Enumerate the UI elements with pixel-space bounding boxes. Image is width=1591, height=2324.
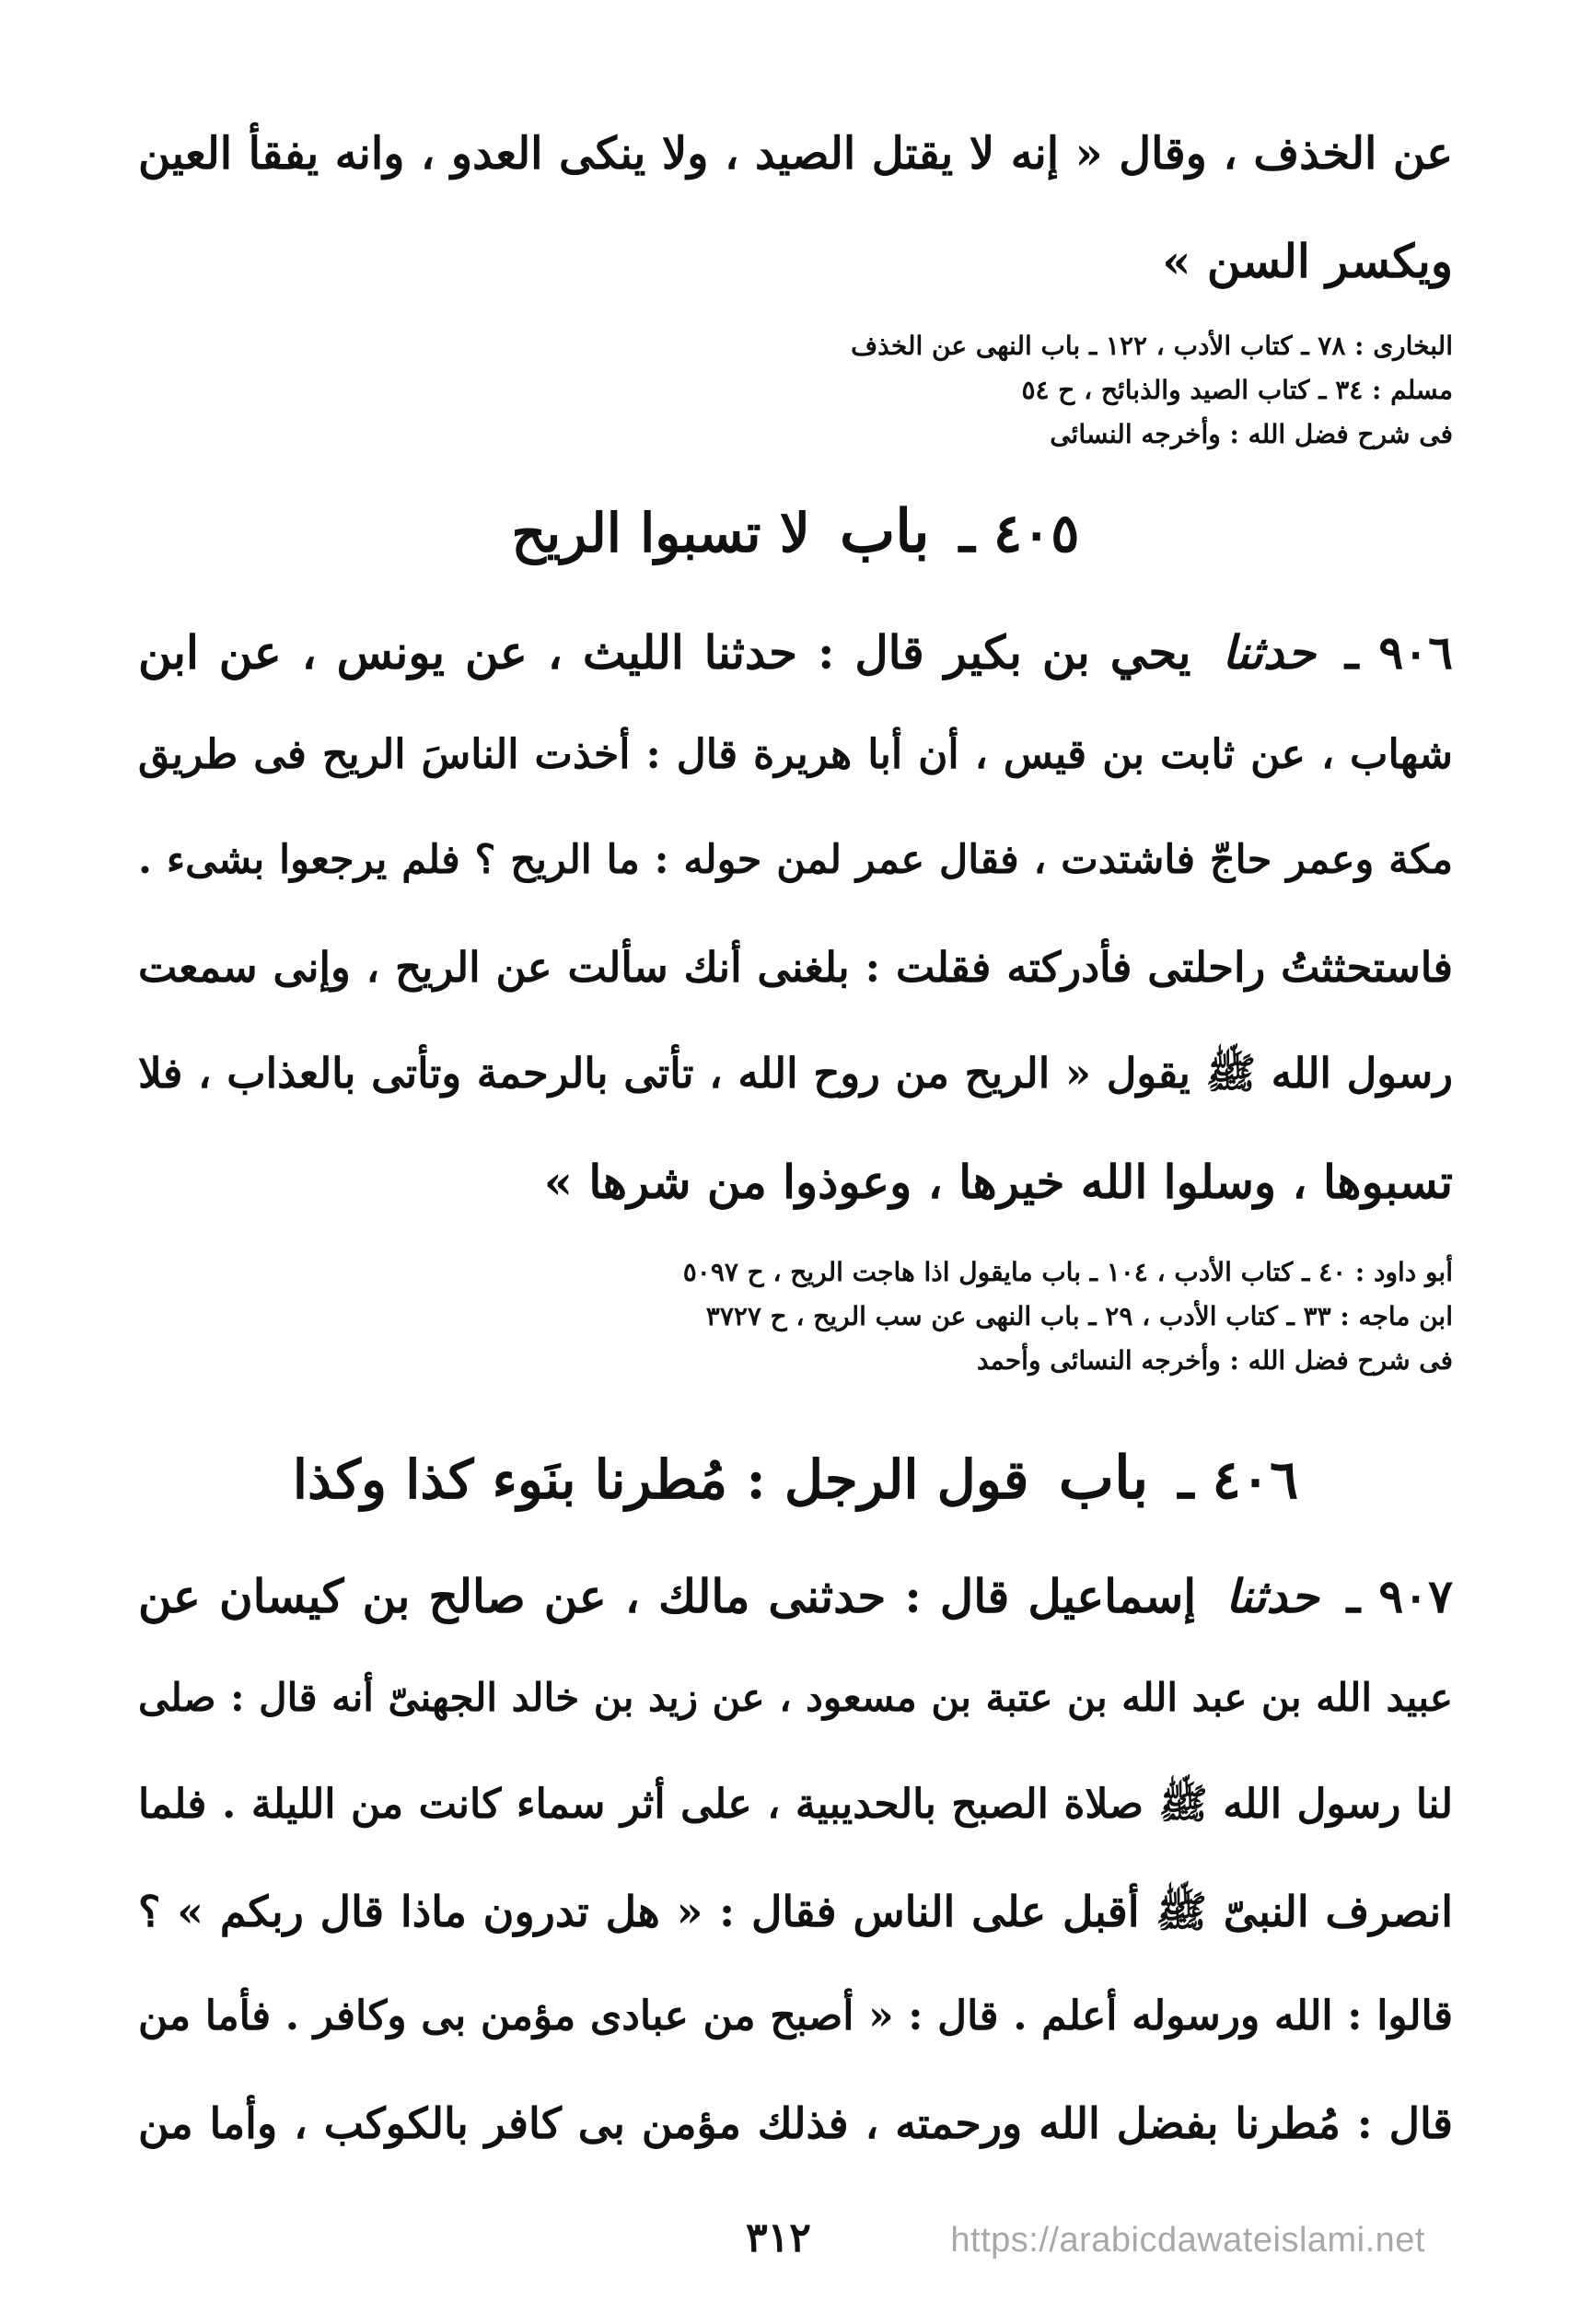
citation: البخارى : ٧٨ ـ كتاب الأدب ، ١٢٢ ـ باب النهى عن الخذف: [851, 331, 1453, 361]
hadith-907-line-5: قالوا : الله ورسوله أعلم . قال : « أصبح من عبادى مؤمن بى وكافر . فأما من: [138, 1993, 1453, 2039]
hadith-906-line-3: مكة وعمر حاجّ فاشتدت ، فقال عمر لمن حوله : ما الريح ؟ فلم يرجعوا بشىء .: [138, 837, 1453, 883]
chapter-keyword: باب: [840, 497, 930, 566]
hadith-906-line-2: شهاب ، عن ثابت بن قيس ، أن أبا هريرة قال : أخذت الناسَ الريح فى طريق: [138, 731, 1453, 778]
intro-citations: [851, 324, 1453, 457]
hadith-906-line-4: فاستحثثتُ راحلتى فأدركته فقلت : بلغنى أنك سألت عن الريح ، وإنى سمعت: [138, 943, 1453, 992]
chapter-heading-406: [0, 1444, 1591, 1513]
hadith-keyword: حدثنا: [1222, 625, 1316, 680]
hadith-907-line-6: قال : مُطرنا بفضل الله ورحمته ، فذلك مؤمن بى كافر بالكوكب ، وأما من: [138, 2098, 1453, 2148]
hadith-907-line-3: لنا رسول الله ﷺ صلاة الصبح بالحديبية ، على أثر سماء كانت من الليلة . فلما: [138, 1781, 1453, 1828]
page-number: ٣١٢: [746, 2214, 811, 2261]
hadith-906-citations: [683, 1250, 1453, 1383]
chapter-title: قول الرجل : مُطرنا بنَوء كذا وكذا: [292, 1448, 1029, 1511]
watermark-url: https://arabicdawateislami.net: [950, 2221, 1425, 2260]
hadith-906-line-1: [138, 626, 1453, 680]
citation: فى شرح فضل الله : وأخرجه النسائى: [1050, 419, 1453, 449]
chapter-keyword: باب: [1058, 1444, 1149, 1513]
hadith-number: ٩٠٦ ـ: [1344, 625, 1453, 680]
hadith-906-line-5: رسول الله ﷺ يقول « الريح من روح الله ، تأتى بالرحمة وتأتى بالعذاب ، فلا: [138, 1049, 1453, 1098]
hadith-text: إسماعيل قال : حدثنى مالك ، عن صالح بن كيسان عن: [138, 1569, 1197, 1623]
intro-line-2: ويكسر السن »: [1162, 234, 1453, 288]
citation: فى شرح فضل الله : وأخرجه النسائى وأحمد: [976, 1345, 1453, 1376]
chapter-title: لا تسبوا الريح: [511, 502, 810, 564]
hadith-906-line-6: تسبوها ، وسلوا الله خيرها ، وعوذوا من شرها »: [543, 1155, 1453, 1209]
chapter-heading-405: [0, 497, 1591, 566]
citation: مسلم : ٣٤ ـ كتاب الصيد والذبائح ، ح ٥٤: [1021, 375, 1453, 405]
chapter-number: ٤٠٥ ـ: [958, 502, 1080, 564]
hadith-number: ٩٠٧ ـ: [1346, 1569, 1453, 1623]
citation: أبو داود : ٤٠ ـ كتاب الأدب ، ١٠٤ ـ باب مايقول اذا هاجت الريح ، ح ٥٠٩٧: [682, 1257, 1453, 1287]
hadith-keyword: حدثنا: [1225, 1569, 1319, 1623]
chapter-number: ٤٠٦ ـ: [1178, 1448, 1299, 1511]
hadith-text: يحي بن بكير قال : حدثنا الليث ، عن يونس ، عن ابن: [138, 625, 1191, 680]
hadith-907-line-4: انصرف النبىّ ﷺ أقبل على الناس فقال : « هل تدرون ماذا قال ربكم » ؟: [138, 1887, 1453, 1936]
hadith-907-line-1: [138, 1570, 1453, 1623]
citation: ابن ماجه : ٣٣ ـ كتاب الأدب ، ٢٩ ـ باب النهى عن سب الريح ، ح ٣٧٢٧: [705, 1301, 1453, 1331]
intro-line-1: عن الخذف ، وقال « إنه لا يقتل الصيد ، ولا ينكى العدو ، وانه يفقأ العين: [138, 128, 1453, 180]
hadith-907-line-2: عبيد الله بن عبد الله بن عتبة بن مسعود ، عن زيد بن خالد الجهنىّ أنه قال : صلى: [138, 1675, 1453, 1720]
